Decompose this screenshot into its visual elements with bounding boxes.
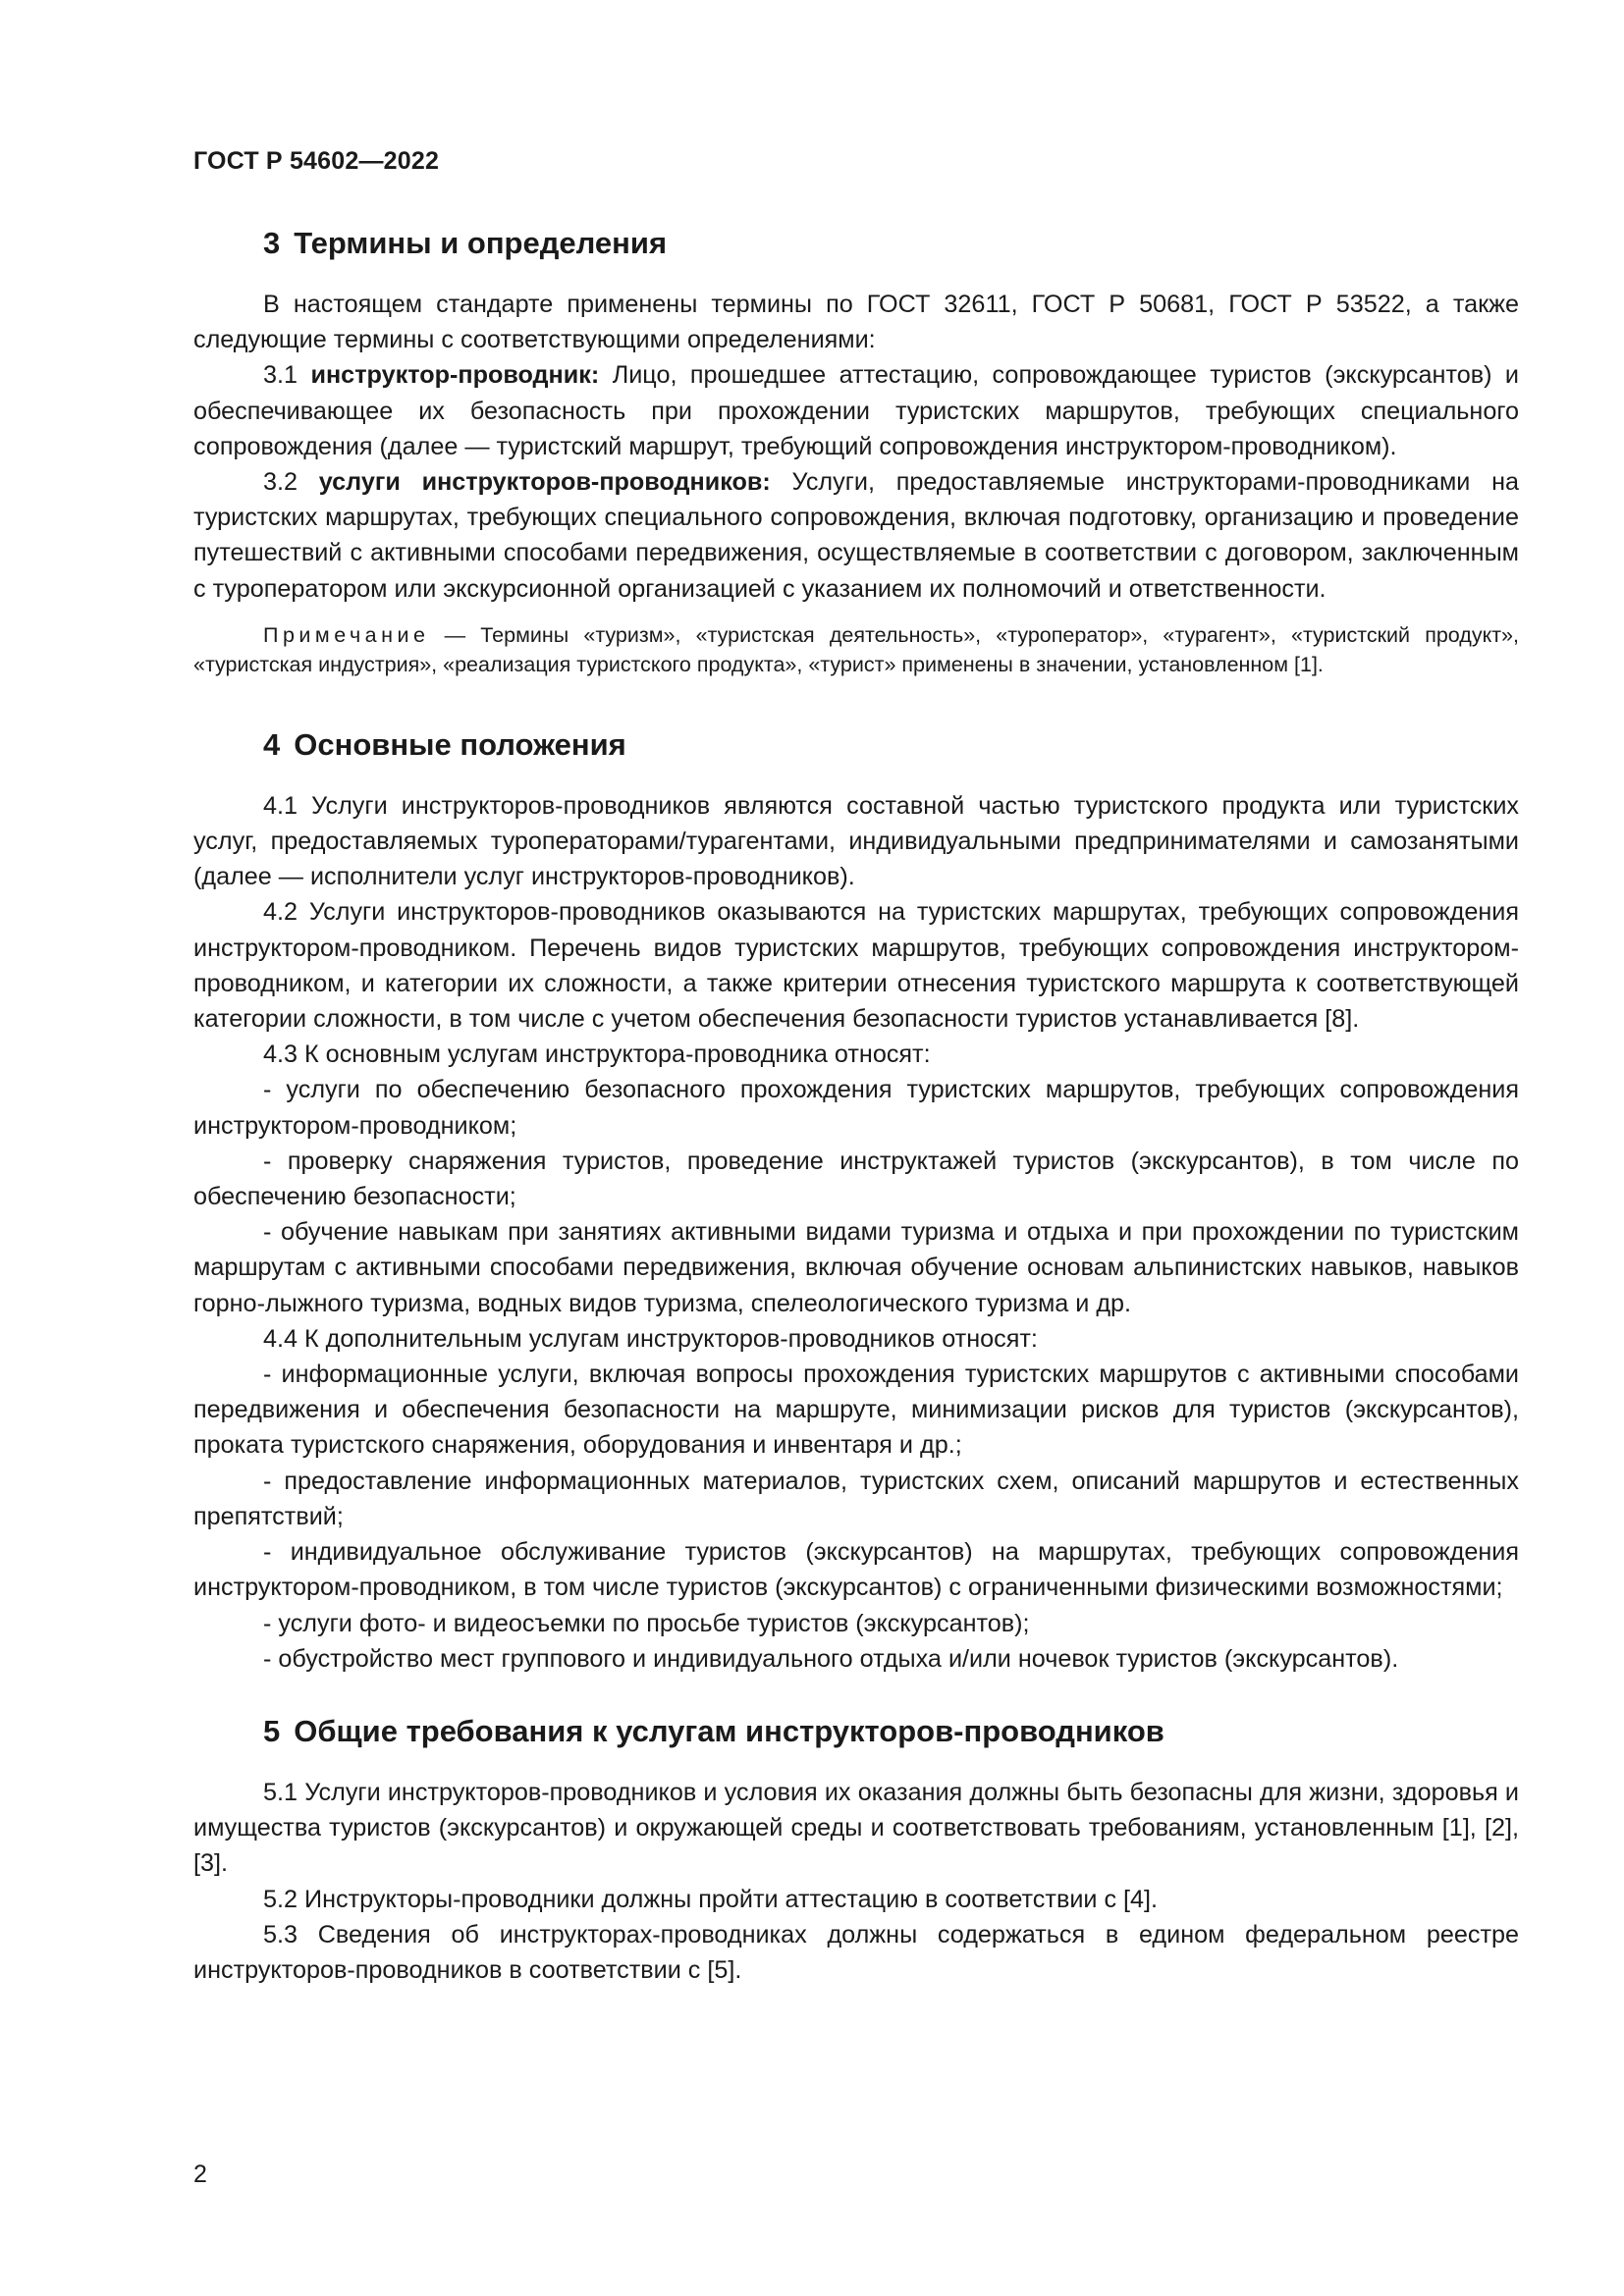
- paragraph-5-1: 5.1 Услуги инструкторов-проводников и условия их оказания должны быть безопасны для жизни, здоровья и имущества туристов (экскурсантов) и окружающей среды и соответствовать требованиям, установленным [1], [2], [3].: [193, 1778, 1519, 1878]
- term-definition: Лицо, прошедшее аттестацию, сопровождающее туристов (экскурсантов) и обеспечивающее их безопасность при прохождении туристских маршрутов, требующих специального сопровождения (далее — туристский маршрут, требующий сопровождения инструктором-проводником).: [193, 361, 1520, 460]
- term-definition: Услуги, предоставляемые инструкторами-проводниками на туристских маршрутах, требующих специального сопровождения, включая подготовку, организацию и проведение путешествий с активными способами передвижения, осуществляемые в соответствии с договором, заключенным с туроператором или экскурсионной организацией с указанием их полномочий и ответственности.: [193, 468, 1520, 603]
- paragraph-4-2: 4.2 Услуги инструкторов-проводников оказываются на туристских маршрутах, требующих сопровождения инструктором-проводником. Перечень видов туристских маршрутов, требующих сопровождения инструктором-проводником, и категории их сложности, а также критерии отнесения туристского маршрута к соответствующей категории сложности, в том числе с учетом обеспечения безопасности туристов устанавливается [8].: [193, 898, 1519, 1034]
- section-number: 5: [263, 1713, 281, 1748]
- term-name: услуги инструкторов-проводников:: [318, 468, 771, 497]
- page-content: [193, 222, 1519, 1988]
- note-label: Примечание: [263, 622, 430, 647]
- list-item: - услуги по обеспечению безопасного прохождения туристских маршрутов, требующих сопровождения инструктором-проводником;: [193, 1076, 1519, 1140]
- term-number: 3.1: [263, 361, 298, 390]
- paragraph-5-3: 5.3 Сведения об инструкторах-проводниках должны содержаться в едином федеральном реестре инструкторов-проводников в соответствии с [5].: [193, 1920, 1519, 1984]
- section-title: Общие требования к услугам инструкторов-проводников: [294, 1713, 1164, 1748]
- list-item: - обучение навыкам при занятиях активными видами туризма и отдыха и при прохождении по туристским маршрутам с активными способами передвижения, включая обучение основам альпинистских навыков, навыков горно-лыжного туризма, водных видов туризма, спелеологического туризма и др.: [193, 1218, 1519, 1317]
- section-4-heading: [193, 723, 1519, 767]
- list-item: - проверку снаряжения туристов, проведение инструктажей туристов (экскурсантов), в том числе по обеспечению безопасности;: [193, 1147, 1519, 1211]
- document-code: ГОСТ Р 54602—2022: [193, 147, 440, 175]
- list-item: - предоставление информационных материалов, туристских схем, описаний маршрутов и естественных препятствий;: [193, 1467, 1519, 1530]
- section-title: Основные положения: [294, 726, 626, 762]
- list-item: - индивидуальное обслуживание туристов (экскурсантов) на маршрутах, требующих сопровождения инструктором-проводником, в том числе туристов (экскурсантов) с ограниченными физическими возможностями;: [193, 1538, 1519, 1602]
- page-number: 2: [193, 2161, 207, 2188]
- term-number: 3.2: [263, 468, 298, 497]
- section-3-heading: [193, 222, 1519, 265]
- section-number: 3: [263, 226, 281, 260]
- paragraph-4-1: 4.1 Услуги инструкторов-проводников являются составной частью туристского продукта или туристских услуг, предоставляемых туроператорами/турагентами, индивидуальными предпринимателями и самозанятыми (далее — исполнители услуг инструкторов-проводников).: [193, 791, 1519, 891]
- list-item: - услуги фото- и видеосъемки по просьбе туристов (экскурсантов);: [263, 1609, 1030, 1637]
- list-item: - обустройство мест группового и индивидуального отдыха и/или ночевок туристов (экскурсантов).: [263, 1644, 1399, 1673]
- section-5-heading: [193, 1710, 1519, 1753]
- note-text: — Термины «туризм», «туристская деятельность», «туроператор», «турагент», «туристский продукт», «туристская индустрия», «реализация туристского продукта», «турист» применены в значении, установленном [1].: [193, 622, 1519, 677]
- section-title: Термины и определения: [294, 226, 668, 260]
- term-3-1: [193, 357, 1519, 464]
- term-name: инструктор-проводник:: [310, 361, 600, 390]
- paragraph-4-3: 4.3 К основным услугам инструктора-проводника относят:: [263, 1041, 931, 1069]
- list-item: - информационные услуги, включая вопросы прохождения туристских маршрутов с активными способами передвижения и обеспечения безопасности на маршруте, минимизации рисков для туристов (экскурсантов), проката туристского снаряжения, оборудования и инвентаря и др.;: [193, 1361, 1519, 1460]
- paragraph-4-4: 4.4 К дополнительным услугам инструкторов-проводников относят:: [263, 1324, 1038, 1353]
- section-3-intro: В настоящем стандарте применены термины по ГОСТ 32611, ГОСТ Р 50681, ГОСТ Р 53522, а также следующие термины с соответствующими определениями:: [193, 291, 1519, 354]
- paragraph-5-2: 5.2 Инструкторы-проводники должны пройти аттестацию в соответствии с [4].: [263, 1885, 1159, 1913]
- section-number: 4: [263, 726, 281, 762]
- term-3-2: [193, 464, 1519, 607]
- note-paragraph: [193, 620, 1519, 680]
